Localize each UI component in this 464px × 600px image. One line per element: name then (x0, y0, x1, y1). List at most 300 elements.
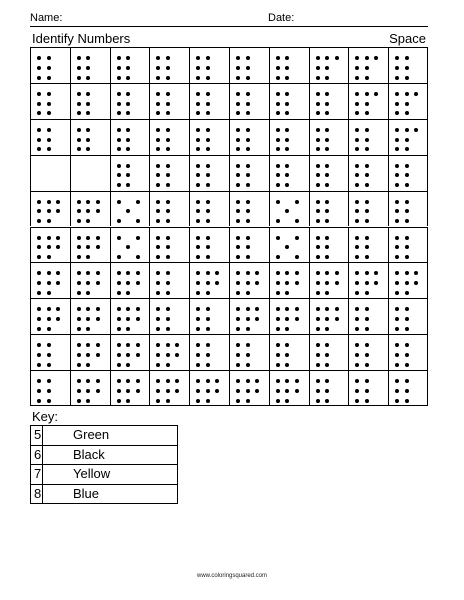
dot-mark (206, 399, 210, 403)
dot-mark (246, 128, 250, 132)
dot-mark (166, 128, 170, 132)
dot-mark (365, 76, 369, 80)
dot-mark (166, 255, 170, 259)
dot-mark (236, 363, 240, 367)
dot-mark (246, 76, 250, 80)
dot-mark (316, 379, 320, 383)
dot-mark (276, 327, 280, 331)
dot-mark (246, 66, 250, 70)
grid-cell (70, 83, 110, 119)
dot-mark (365, 200, 369, 204)
dot-mark (47, 363, 51, 367)
dot-mark (325, 245, 329, 249)
dot-mark (77, 236, 81, 240)
dot-mark (355, 271, 359, 275)
grid-cell (149, 155, 189, 191)
grid-cell (348, 119, 388, 155)
dot-mark (86, 128, 90, 132)
dot-mark (405, 164, 409, 168)
dot-mark (175, 353, 179, 357)
grid-cell (189, 119, 229, 155)
dot-mark (37, 317, 41, 321)
dot-mark (126, 379, 130, 383)
dot-mark (316, 147, 320, 151)
dot-mark (405, 138, 409, 142)
dot-mark (325, 76, 329, 80)
dot-mark (285, 281, 289, 285)
key-number: 6 (31, 445, 43, 465)
dot-mark (405, 379, 409, 383)
dot-mark (316, 66, 320, 70)
dot-mark (126, 281, 130, 285)
grid-cell (30, 155, 70, 191)
dot-mark (276, 291, 280, 295)
dot-mark (206, 245, 210, 249)
dot-mark (414, 128, 418, 132)
grid-cell (348, 334, 388, 370)
dot-mark (335, 271, 339, 275)
dot-mark (206, 389, 210, 393)
dot-mark (37, 389, 41, 393)
dot-mark (47, 245, 51, 249)
grid-cell (348, 47, 388, 83)
dot-mark (156, 327, 160, 331)
dot-mark (236, 76, 240, 80)
dot-mark (156, 291, 160, 295)
dot-mark (117, 138, 121, 142)
dot-mark (47, 379, 51, 383)
dot-mark (355, 327, 359, 331)
dot-mark (196, 164, 200, 168)
dot-mark (276, 399, 280, 403)
dot-mark (246, 291, 250, 295)
grid-cell (229, 83, 269, 119)
dot-mark (325, 236, 329, 240)
dot-grid (30, 47, 428, 406)
dot-mark (395, 66, 399, 70)
dot-mark (276, 236, 280, 240)
dot-mark (117, 164, 121, 168)
grid-cell (388, 83, 428, 119)
dot-mark (47, 353, 51, 357)
dot-mark (405, 183, 409, 187)
dot-mark (285, 92, 289, 96)
dot-mark (285, 56, 289, 60)
grid-cell (189, 47, 229, 83)
dot-mark (96, 209, 100, 213)
dot-mark (236, 379, 240, 383)
dot-mark (86, 379, 90, 383)
dot-mark (236, 183, 240, 187)
dot-mark (355, 317, 359, 321)
grid-cell (110, 334, 150, 370)
dot-mark (47, 102, 51, 106)
dot-mark (325, 209, 329, 213)
dot-mark (365, 245, 369, 249)
dot-mark (96, 343, 100, 347)
dot-mark (236, 66, 240, 70)
dot-mark (166, 209, 170, 213)
dot-mark (405, 200, 409, 204)
dot-mark (206, 291, 210, 295)
footer-url: www.coloringsquared.com (196, 573, 268, 579)
dot-mark (77, 327, 81, 331)
grid-cell (110, 370, 150, 406)
dot-mark (206, 271, 210, 275)
dot-mark (395, 183, 399, 187)
dot-mark (77, 255, 81, 259)
dot-mark (117, 56, 121, 60)
dot-mark (365, 128, 369, 132)
dot-mark (37, 343, 41, 347)
grid-cell (269, 370, 309, 406)
dot-mark (166, 236, 170, 240)
dot-mark (37, 76, 41, 80)
dot-mark (86, 76, 90, 80)
dot-mark (355, 363, 359, 367)
dot-mark (236, 271, 240, 275)
grid-cell (309, 155, 349, 191)
grid-cell (110, 155, 150, 191)
dot-mark (47, 343, 51, 347)
dot-mark (166, 363, 170, 367)
dot-mark (276, 173, 280, 177)
dot-mark (196, 236, 200, 240)
dot-mark (206, 128, 210, 132)
dot-mark (316, 219, 320, 223)
dot-mark (86, 56, 90, 60)
dot-mark (166, 399, 170, 403)
dot-mark (206, 92, 210, 96)
dot-mark (405, 236, 409, 240)
dot-mark (166, 111, 170, 115)
dot-mark (285, 353, 289, 357)
grid-cell (229, 155, 269, 191)
dot-mark (395, 111, 399, 115)
grid-cell (229, 298, 269, 334)
dot-mark (206, 102, 210, 106)
dot-mark (355, 307, 359, 311)
dot-mark (136, 200, 140, 204)
dot-mark (255, 307, 259, 311)
grid-cell (388, 370, 428, 406)
dot-mark (365, 164, 369, 168)
dot-mark (276, 281, 280, 285)
dot-mark (136, 219, 140, 223)
dot-mark (405, 255, 409, 259)
dot-mark (365, 317, 369, 321)
dot-mark (37, 271, 41, 275)
dot-mark (295, 255, 299, 259)
dot-mark (37, 281, 41, 285)
dot-mark (126, 138, 130, 142)
dot-mark (246, 56, 250, 60)
dot-mark (246, 173, 250, 177)
dot-mark (77, 317, 81, 321)
grid-cell (309, 227, 349, 263)
dot-mark (215, 271, 219, 275)
dot-mark (166, 56, 170, 60)
dot-mark (395, 236, 399, 240)
dot-mark (285, 111, 289, 115)
dot-mark (246, 147, 250, 151)
dot-mark (295, 200, 299, 204)
dot-mark (86, 219, 90, 223)
dot-mark (86, 291, 90, 295)
dot-mark (37, 147, 41, 151)
dot-mark (206, 183, 210, 187)
name-label: Name: (30, 12, 63, 24)
dot-mark (405, 399, 409, 403)
dot-mark (126, 353, 130, 357)
dot-mark (325, 111, 329, 115)
dot-mark (86, 399, 90, 403)
dot-mark (405, 56, 409, 60)
dot-mark (196, 209, 200, 213)
grid-cell (149, 83, 189, 119)
grid-cell (149, 298, 189, 334)
dot-mark (295, 307, 299, 311)
dot-mark (196, 200, 200, 204)
dot-mark (166, 138, 170, 142)
grid-cell (110, 298, 150, 334)
dot-mark (236, 128, 240, 132)
dot-mark (166, 291, 170, 295)
dot-mark (96, 379, 100, 383)
dot-mark (136, 271, 140, 275)
dot-mark (374, 92, 378, 96)
dot-mark (335, 307, 339, 311)
dot-mark (355, 92, 359, 96)
dot-mark (236, 255, 240, 259)
dot-mark (236, 317, 240, 321)
dot-mark (206, 164, 210, 168)
dot-mark (325, 66, 329, 70)
dot-mark (126, 317, 130, 321)
dot-mark (355, 164, 359, 168)
dot-mark (355, 111, 359, 115)
dot-mark (117, 92, 121, 96)
dot-mark (405, 363, 409, 367)
dot-mark (117, 236, 121, 240)
dot-mark (117, 128, 121, 132)
header-rule (30, 26, 428, 27)
dot-mark (246, 317, 250, 321)
dot-mark (126, 271, 130, 275)
dot-mark (236, 281, 240, 285)
dot-mark (86, 66, 90, 70)
dot-mark (236, 56, 240, 60)
dot-mark (365, 56, 369, 60)
dot-mark (276, 343, 280, 347)
dot-mark (47, 128, 51, 132)
dot-mark (295, 219, 299, 223)
dot-mark (166, 307, 170, 311)
worksheet-title: Identify Numbers (32, 31, 131, 46)
dot-mark (395, 327, 399, 331)
dot-mark (56, 317, 60, 321)
dot-mark (166, 200, 170, 204)
dot-mark (37, 128, 41, 132)
dot-mark (246, 389, 250, 393)
dot-mark (136, 353, 140, 357)
dot-mark (37, 92, 41, 96)
dot-mark (325, 219, 329, 223)
dot-mark (325, 147, 329, 151)
dot-mark (136, 281, 140, 285)
dot-mark (77, 128, 81, 132)
dot-mark (285, 327, 289, 331)
dot-mark (316, 128, 320, 132)
dot-mark (47, 66, 51, 70)
dot-mark (77, 379, 81, 383)
dot-mark (196, 147, 200, 151)
grid-cell (388, 298, 428, 334)
dot-mark (166, 173, 170, 177)
dot-mark (156, 379, 160, 383)
dot-mark (246, 399, 250, 403)
dot-mark (285, 363, 289, 367)
dot-mark (96, 389, 100, 393)
dot-mark (236, 343, 240, 347)
dot-mark (56, 245, 60, 249)
grid-cell (388, 155, 428, 191)
dot-mark (276, 92, 280, 96)
dot-mark (37, 138, 41, 142)
dot-mark (166, 281, 170, 285)
dot-mark (77, 219, 81, 223)
color-key-table (30, 425, 178, 504)
dot-mark (325, 56, 329, 60)
dot-mark (196, 183, 200, 187)
dot-mark (77, 363, 81, 367)
dot-mark (395, 128, 399, 132)
dot-mark (126, 173, 130, 177)
dot-mark (246, 219, 250, 223)
dot-mark (156, 353, 160, 357)
dot-mark (285, 271, 289, 275)
dot-mark (295, 236, 299, 240)
grid-cell (388, 334, 428, 370)
dot-mark (325, 353, 329, 357)
dot-mark (395, 379, 399, 383)
dot-mark (316, 173, 320, 177)
dot-mark (86, 307, 90, 311)
dot-mark (47, 281, 51, 285)
dot-mark (374, 271, 378, 275)
dot-mark (156, 219, 160, 223)
dot-mark (405, 173, 409, 177)
dot-mark (37, 56, 41, 60)
dot-mark (196, 291, 200, 295)
dot-mark (276, 379, 280, 383)
dot-mark (395, 255, 399, 259)
dot-mark (295, 379, 299, 383)
grid-cell (110, 227, 150, 263)
dot-mark (196, 281, 200, 285)
dot-mark (365, 147, 369, 151)
dot-mark (325, 327, 329, 331)
dot-mark (96, 200, 100, 204)
key-title: Key: (32, 409, 59, 424)
dot-mark (295, 317, 299, 321)
dot-mark (355, 209, 359, 213)
dot-mark (96, 245, 100, 249)
dot-mark (316, 76, 320, 80)
dot-mark (156, 281, 160, 285)
dot-mark (285, 128, 289, 132)
dot-mark (117, 379, 121, 383)
dot-mark (126, 102, 130, 106)
dot-mark (316, 271, 320, 275)
dot-mark (77, 102, 81, 106)
dot-mark (77, 245, 81, 249)
dot-mark (365, 353, 369, 357)
dot-mark (395, 281, 399, 285)
dot-mark (395, 76, 399, 80)
dot-mark (316, 389, 320, 393)
dot-mark (285, 183, 289, 187)
dot-mark (175, 389, 179, 393)
dot-mark (316, 317, 320, 321)
dot-mark (395, 291, 399, 295)
dot-mark (86, 200, 90, 204)
grid-cell (348, 83, 388, 119)
dot-mark (166, 327, 170, 331)
dot-mark (365, 219, 369, 223)
dot-mark (395, 245, 399, 249)
dot-mark (316, 327, 320, 331)
dot-mark (86, 245, 90, 249)
dot-mark (335, 56, 339, 60)
dot-mark (156, 173, 160, 177)
grid-cell (309, 334, 349, 370)
grid-cell (70, 191, 110, 227)
grid-cell (110, 47, 150, 83)
grid-cell (348, 155, 388, 191)
dot-mark (325, 138, 329, 142)
dot-mark (86, 138, 90, 142)
dot-mark (325, 271, 329, 275)
dot-mark (246, 102, 250, 106)
dot-mark (316, 102, 320, 106)
dot-mark (236, 111, 240, 115)
dot-mark (166, 353, 170, 357)
dot-mark (196, 102, 200, 106)
grid-cell (229, 119, 269, 155)
key-number: 5 (31, 426, 43, 446)
dot-mark (405, 307, 409, 311)
dot-mark (136, 317, 140, 321)
dot-mark (86, 111, 90, 115)
dot-mark (156, 56, 160, 60)
dot-mark (196, 255, 200, 259)
grid-cell (30, 334, 70, 370)
dot-mark (37, 327, 41, 331)
dot-mark (47, 389, 51, 393)
dot-mark (215, 281, 219, 285)
dot-mark (126, 128, 130, 132)
dot-mark (77, 389, 81, 393)
dot-mark (325, 317, 329, 321)
dot-mark (414, 271, 418, 275)
dot-mark (196, 92, 200, 96)
dot-mark (365, 209, 369, 213)
dot-mark (166, 271, 170, 275)
grid-cell (309, 83, 349, 119)
dot-mark (37, 363, 41, 367)
dot-mark (196, 76, 200, 80)
